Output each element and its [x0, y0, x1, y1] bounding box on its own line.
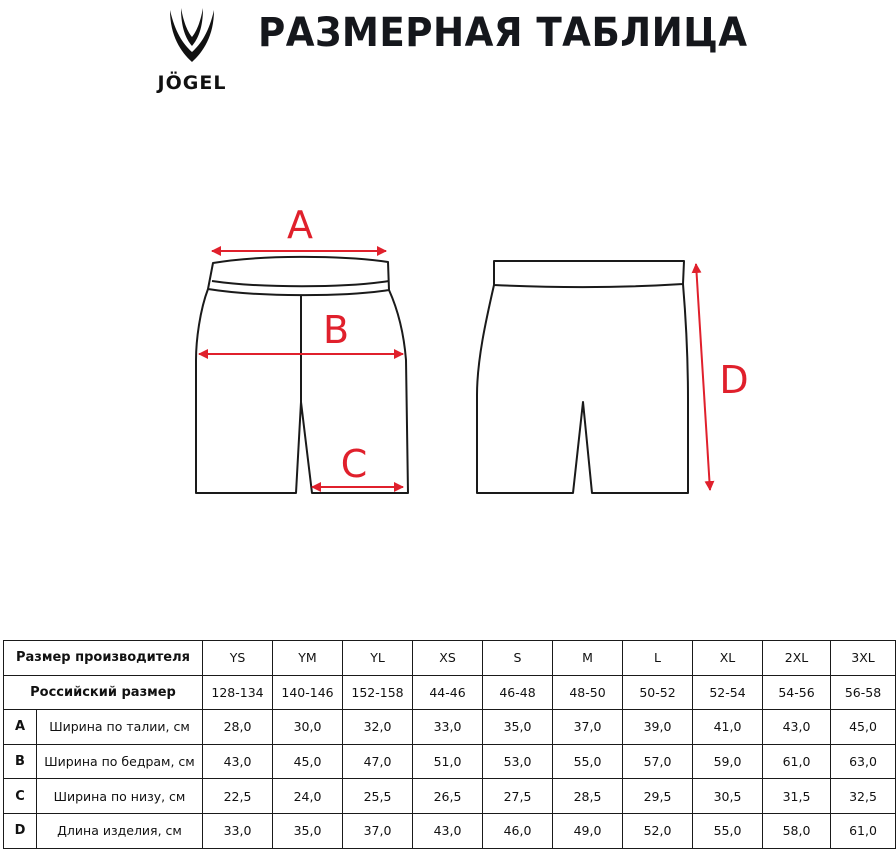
row-letter: B — [4, 744, 37, 779]
value-cell: 30,5 — [693, 779, 763, 814]
shorts-measurement-diagram — [0, 190, 896, 520]
value-cell: 32,0 — [343, 710, 413, 745]
value-cell: 33,0 — [203, 813, 273, 848]
value-cell: 32,5 — [831, 779, 896, 814]
row-parameter: Ширина по талии, см — [37, 710, 203, 745]
row-letter: A — [4, 710, 37, 745]
value-cell: 47,0 — [343, 744, 413, 779]
page-title: РАЗМЕРНАЯ ТАБЛИЦА — [258, 10, 748, 56]
value-cell: 61,0 — [763, 744, 831, 779]
size-cell: YM — [273, 641, 343, 676]
russian-size-cell: 46-48 — [483, 675, 553, 710]
size-cell: S — [483, 641, 553, 676]
measurement-row-c — [4, 779, 896, 814]
value-cell: 31,5 — [763, 779, 831, 814]
label-b: B — [322, 308, 350, 352]
value-cell: 55,0 — [693, 813, 763, 848]
value-cell: 37,0 — [553, 710, 623, 745]
value-cell: 28,0 — [203, 710, 273, 745]
value-cell: 51,0 — [413, 744, 483, 779]
value-cell: 41,0 — [693, 710, 763, 745]
size-cell: L — [623, 641, 693, 676]
value-cell: 22,5 — [203, 779, 273, 814]
russian-size-row — [4, 675, 896, 710]
russian-size-cell: 50-52 — [623, 675, 693, 710]
measurement-row-a — [4, 710, 896, 745]
russian-size-label: Российский размер — [4, 675, 203, 710]
size-cell: XS — [413, 641, 483, 676]
value-cell: 63,0 — [831, 744, 896, 779]
logo-mark-icon — [167, 6, 217, 66]
row-parameter: Ширина по бедрам, см — [37, 744, 203, 779]
value-cell: 45,0 — [273, 744, 343, 779]
value-cell: 24,0 — [273, 779, 343, 814]
logo-wordmark: JÖGEL — [157, 72, 227, 94]
value-cell: 35,0 — [273, 813, 343, 848]
value-cell: 28,5 — [553, 779, 623, 814]
shorts-front-view — [196, 257, 408, 493]
value-cell: 39,0 — [623, 710, 693, 745]
value-cell: 37,0 — [343, 813, 413, 848]
shorts-back-view — [477, 261, 688, 493]
value-cell: 59,0 — [693, 744, 763, 779]
brand-logo — [140, 6, 244, 94]
russian-size-cell: 140-146 — [273, 675, 343, 710]
value-cell: 43,0 — [203, 744, 273, 779]
value-cell: 52,0 — [623, 813, 693, 848]
russian-size-cell: 128-134 — [203, 675, 273, 710]
size-cell: YS — [203, 641, 273, 676]
value-cell: 30,0 — [273, 710, 343, 745]
value-cell: 43,0 — [763, 710, 831, 745]
value-cell: 27,5 — [483, 779, 553, 814]
value-cell: 43,0 — [413, 813, 483, 848]
value-cell: 58,0 — [763, 813, 831, 848]
value-cell: 61,0 — [831, 813, 896, 848]
russian-size-cell: 152-158 — [343, 675, 413, 710]
value-cell: 33,0 — [413, 710, 483, 745]
row-letter: D — [4, 813, 37, 848]
label-a: A — [287, 203, 313, 247]
measurement-row-b — [4, 744, 896, 779]
value-cell: 45,0 — [831, 710, 896, 745]
russian-size-cell: 48-50 — [553, 675, 623, 710]
size-cell: YL — [343, 641, 413, 676]
size-cell: M — [553, 641, 623, 676]
russian-size-cell: 52-54 — [693, 675, 763, 710]
value-cell: 57,0 — [623, 744, 693, 779]
label-d: D — [719, 358, 749, 402]
label-c: C — [340, 442, 368, 486]
value-cell: 26,5 — [413, 779, 483, 814]
size-cell: 2XL — [763, 641, 831, 676]
value-cell: 29,5 — [623, 779, 693, 814]
measurement-row-d — [4, 813, 896, 848]
row-letter: C — [4, 779, 37, 814]
size-cell: XL — [693, 641, 763, 676]
size-cell: 3XL — [831, 641, 896, 676]
value-cell: 53,0 — [483, 744, 553, 779]
russian-size-cell: 44-46 — [413, 675, 483, 710]
russian-size-cell: 54-56 — [763, 675, 831, 710]
value-cell: 46,0 — [483, 813, 553, 848]
row-parameter: Ширина по низу, см — [37, 779, 203, 814]
value-cell: 49,0 — [553, 813, 623, 848]
manufacturer-size-label: Размер производителя — [4, 641, 203, 676]
row-parameter: Длина изделия, см — [37, 813, 203, 848]
value-cell: 35,0 — [483, 710, 553, 745]
arrow-d — [696, 264, 710, 490]
value-cell: 55,0 — [553, 744, 623, 779]
manufacturer-size-row — [4, 641, 896, 676]
russian-size-cell: 56-58 — [831, 675, 896, 710]
size-table — [3, 640, 896, 849]
value-cell: 25,5 — [343, 779, 413, 814]
